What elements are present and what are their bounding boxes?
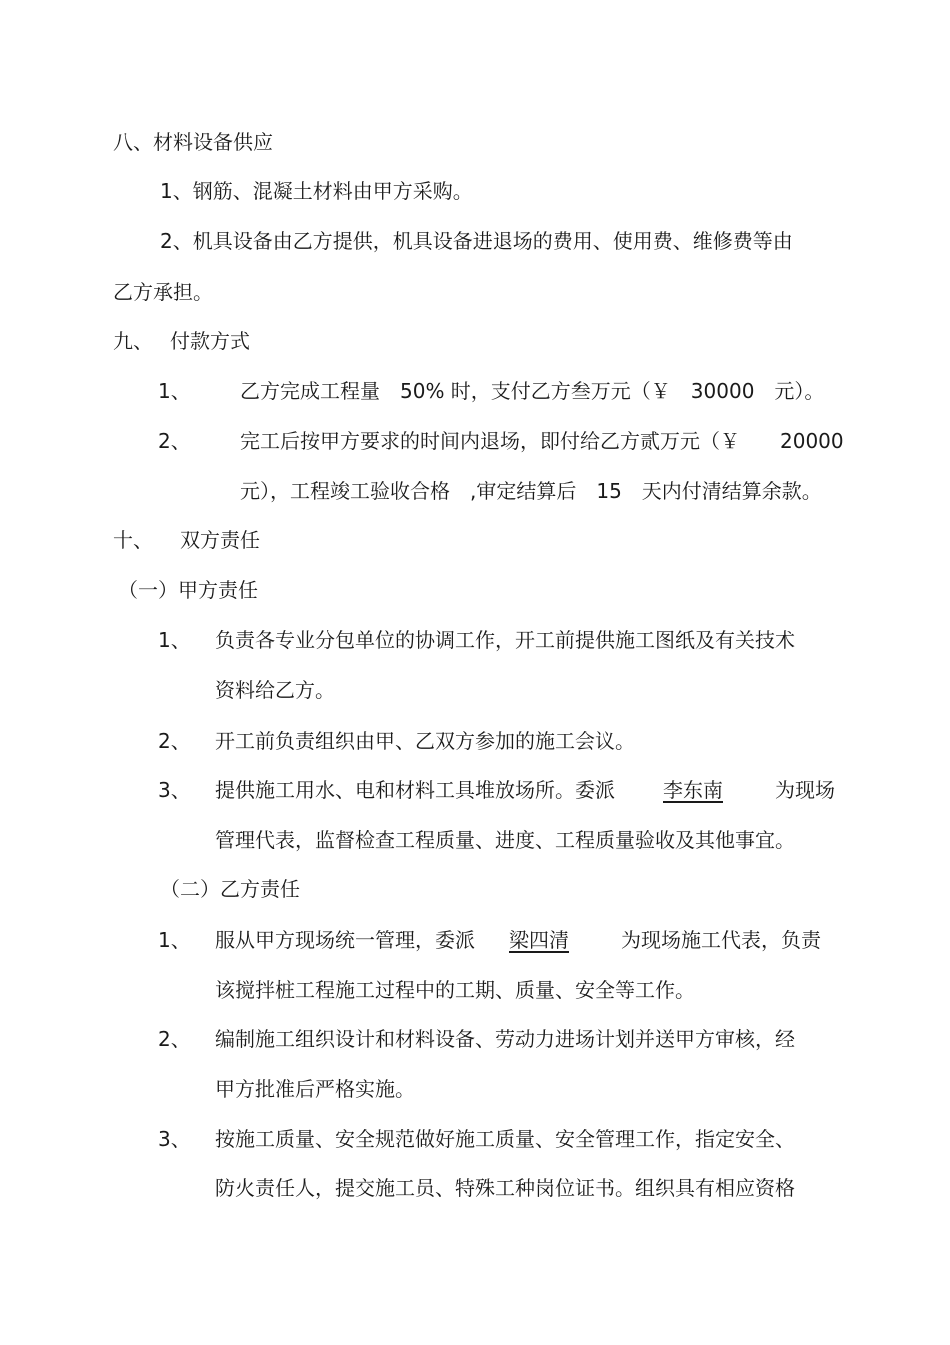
party-b-representative-name-text: 梁四清 [509, 928, 569, 952]
section-9-item-2-line-1: 完工后按甲方要求的时间内退场，即付给乙方贰万元（￥ 20000 [240, 429, 844, 453]
section-8-item-2-line-2: 乙方承担。 [113, 280, 213, 304]
party-a-item-3-line-1 [215, 778, 835, 802]
party-a-item-3-prefix: 提供施工用水、电和材料工具堆放场所。委派 [215, 778, 615, 802]
party-a-item-1-line-2: 资料给乙方。 [215, 678, 335, 702]
section-9-item-1-number: 1、 [158, 379, 191, 403]
party-b-item-2-number: 2、 [158, 1027, 191, 1051]
section-8-item-2-line-1: 2、机具设备由乙方提供，机具设备进退场的费用、使用费、维修费等由 [160, 229, 793, 253]
party-b-item-1-line-1 [215, 928, 821, 952]
party-a-item-3-suffix: 为现场 [775, 778, 835, 802]
party-b-item-3-line-2: 防火责任人，提交施工员、特殊工种岗位证书。组织具有相应资格 [215, 1176, 795, 1200]
party-a-item-1-number: 1、 [158, 628, 191, 652]
party-a-item-1-line-1: 负责各专业分包单位的协调工作，开工前提供施工图纸及有关技术 [215, 628, 795, 652]
section-9-item-2-line-2: 元），工程竣工验收合格 ,审定结算后 15 天内付清结算余款。 [240, 479, 822, 503]
party-b-item-2-line-1: 编制施工组织设计和材料设备、劳动力进场计划并送甲方审核，经 [215, 1027, 795, 1051]
party-b-representative-name [499, 928, 621, 952]
party-b-item-2-line-2: 甲方批准后严格实施。 [215, 1077, 415, 1101]
party-b-item-1-prefix: 服从甲方现场统一管理，委派 [215, 928, 475, 952]
party-a-item-2-number: 2、 [158, 729, 191, 753]
section-9-item-1-text: 乙方完成工程量 50% 时，支付乙方叁万元（￥ 30000 元）。 [240, 379, 825, 403]
party-a-representative-name [651, 778, 775, 802]
party-a-item-3-line-2: 管理代表，监督检查工程质量、进度、工程质量验收及其他事宜。 [215, 828, 795, 852]
section-10-number: 十、 [113, 528, 153, 552]
section-8-heading: 八、材料设备供应 [113, 130, 273, 154]
party-a-item-2-text: 开工前负责组织由甲、乙双方参加的施工会议。 [215, 729, 635, 753]
party-b-item-1-line-2: 该搅拌桩工程施工过程中的工期、质量、安全等工作。 [215, 978, 695, 1002]
party-b-heading: （二）乙方责任 [160, 877, 300, 901]
party-a-representative-name-text: 李东南 [663, 778, 723, 802]
section-10-title: 双方责任 [180, 528, 260, 552]
party-b-item-1-suffix: 为现场施工代表，负责 [621, 928, 821, 952]
party-a-item-3-number: 3、 [158, 778, 191, 802]
party-b-item-1-number: 1、 [158, 928, 191, 952]
section-9-item-2-number: 2、 [158, 429, 191, 453]
section-9-number: 九、 [113, 329, 153, 353]
section-9-title: 付款方式 [170, 329, 250, 353]
party-b-item-3-number: 3、 [158, 1127, 191, 1151]
party-a-heading: （一）甲方责任 [118, 578, 258, 602]
party-b-item-3-line-1: 按施工质量、安全规范做好施工质量、安全管理工作，指定安全、 [215, 1127, 795, 1151]
section-8-item-1: 1、钢筋、混凝土材料由甲方采购。 [160, 179, 473, 203]
